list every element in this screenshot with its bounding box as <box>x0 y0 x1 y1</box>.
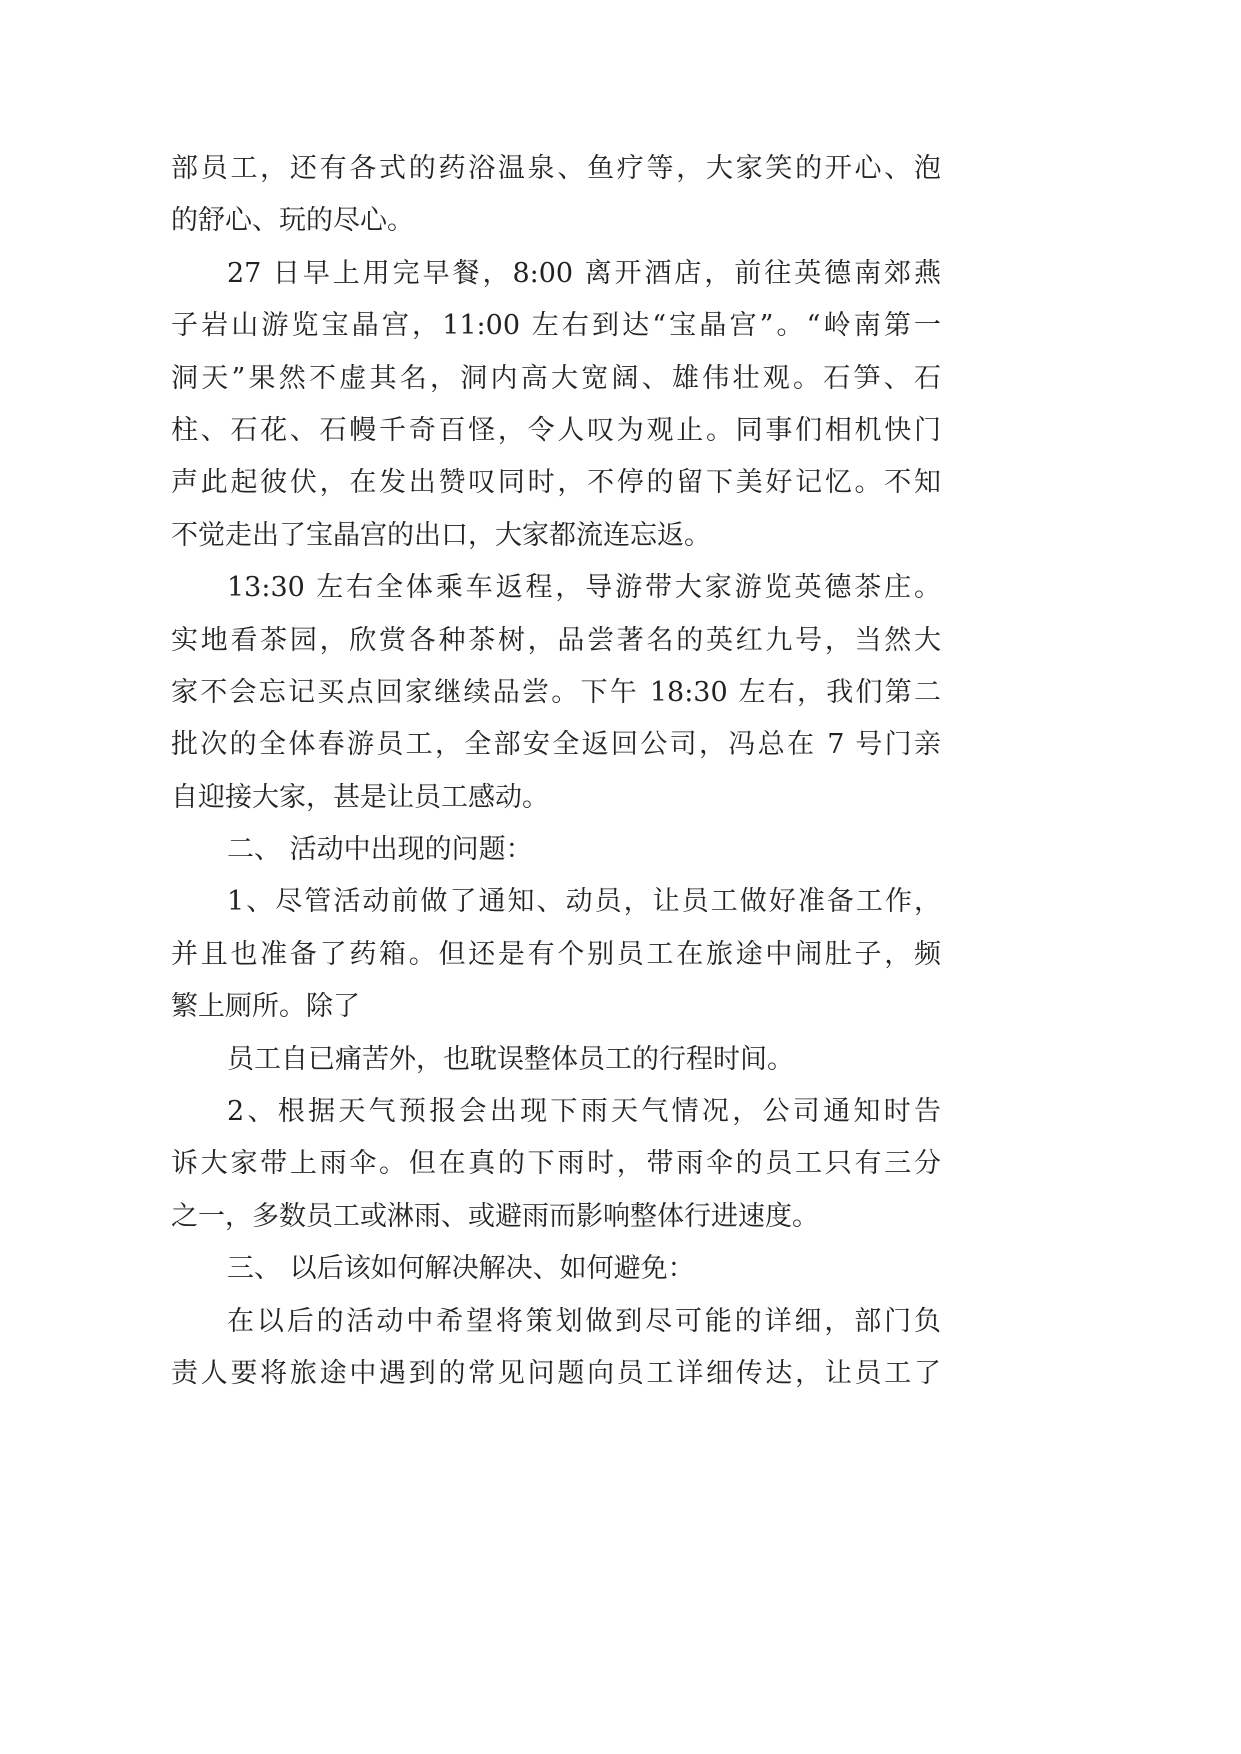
text-line: 柱、石花、石幔千奇百怪，令人叹为观止。同事们相机快门 <box>171 414 941 446</box>
text-line: 的舒心、玩的尽心。 <box>171 205 414 237</box>
text-line: 13:30 左右全体乘车返程，导游带大家游览英德茶庄。 <box>227 572 941 604</box>
text-line: 1、尽管活动前做了通知、动员，让员工做好准备工作， <box>227 886 941 918</box>
text-line: 洞天”果然不虚其名，洞内高大宽阔、雄伟壮观。石笋、石 <box>171 362 941 394</box>
text-line: 实地看茶园，欣赏各种茶树，品尝著名的英红九号，当然大 <box>171 624 941 656</box>
section-heading: 二、 活动中出现的问题： <box>227 834 533 866</box>
text-line: 员工自已痛苦外，也耽误整体员工的行程时间。 <box>227 1043 794 1075</box>
text-line: 并且也准备了药箱。但还是有个别员工在旅途中闹肚子，频 <box>171 938 941 970</box>
text-line: 不觉走出了宝晶宫的出口，大家都流连忘返。 <box>171 519 711 551</box>
text-line: 子岩山游览宝晶宫，11:00 左右到达“宝晶宫”。“岭南第一 <box>171 310 941 342</box>
text-line: 繁上厕所。除了 <box>171 991 360 1023</box>
document-body <box>171 143 941 1400</box>
text-line: 诉大家带上雨伞。但在真的下雨时，带雨伞的员工只有三分 <box>171 1148 941 1180</box>
text-line: 声此起彼伏，在发出赞叹同时，不停的留下美好记忆。不知 <box>171 467 941 499</box>
text-line: 自迎接大家，甚是让员工感动。 <box>171 781 549 813</box>
text-line: 部员工，还有各式的药浴温泉、鱼疗等，大家笑的开心、泡 <box>171 153 941 184</box>
text-line: 在以后的活动中希望将策划做到尽可能的详细，部门负 <box>227 1305 941 1337</box>
text-line: 2、根据天气预报会出现下雨天气情况，公司通知时告 <box>227 1096 941 1128</box>
text-line: 批次的全体春游员工，全部安全返回公司，冯总在 7 号门亲 <box>171 729 941 761</box>
section-heading: 三、 以后该如何解决解决、如何避免： <box>227 1253 695 1285</box>
text-line: 27 日早上用完早餐，8:00 离开酒店，前往英德南郊燕 <box>227 257 941 289</box>
text-line: 之一，多数员工或淋雨、或避雨而影响整体行进速度。 <box>171 1200 819 1232</box>
text-line: 责人要将旅途中遇到的常见问题向员工详细传达，让员工了 <box>171 1357 941 1389</box>
text-line: 家不会忘记买点回家继续品尝。下午 18:30 左右，我们第二 <box>171 676 941 708</box>
